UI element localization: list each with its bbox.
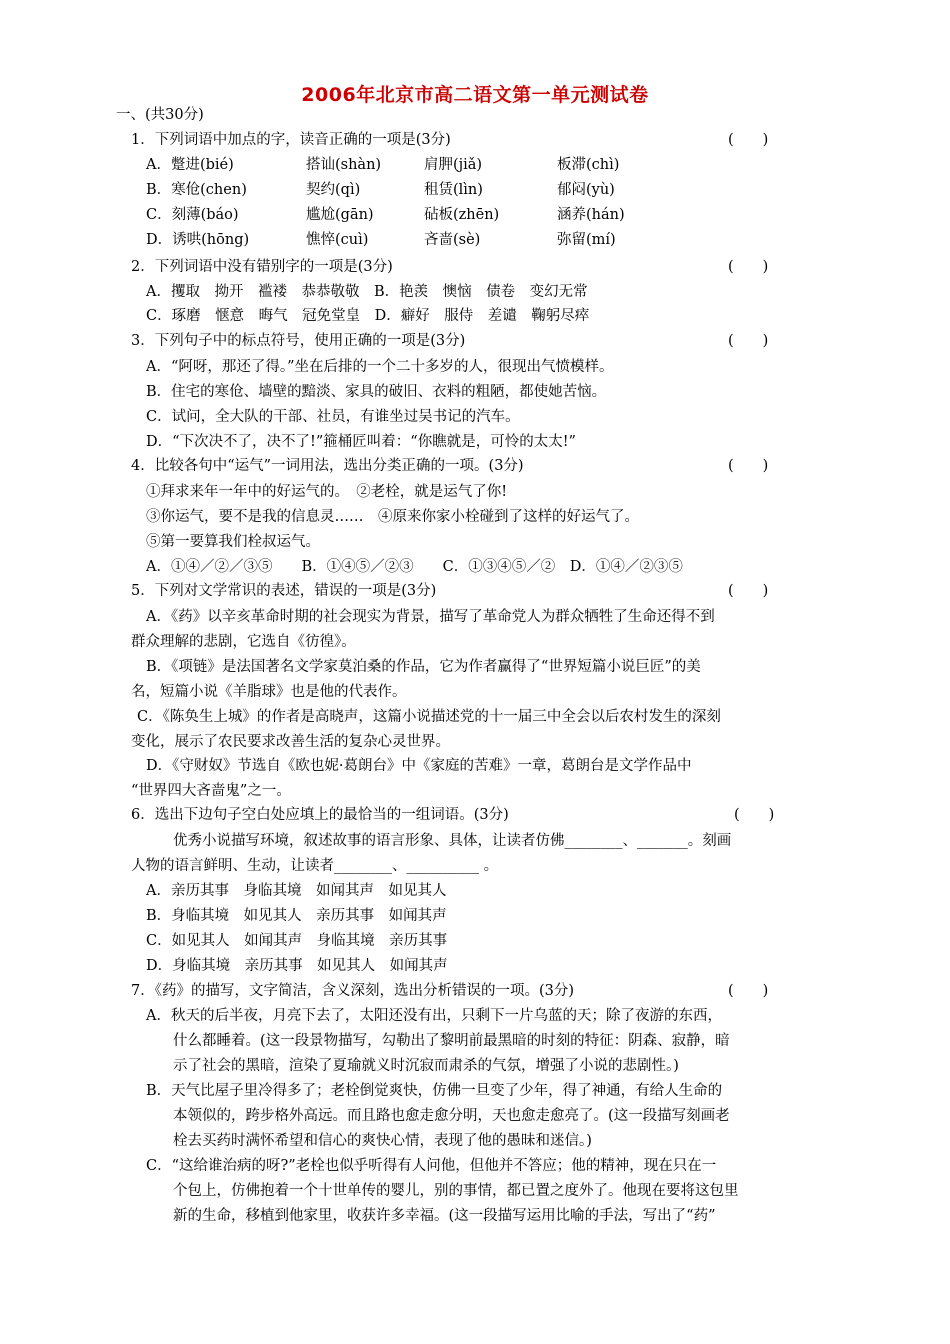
q5-text-line: D．《守财奴》节选自《欧也妮·葛朗台》中《家庭的苦难》一章，葛朗台是文学作品中 bbox=[146, 758, 692, 774]
q1-option-cell: 弥留(mí) bbox=[557, 232, 616, 248]
q1-option-cell: 砧板(zhēn) bbox=[424, 207, 500, 223]
q3-option-line: A．“阿呀，那还了得。”坐在后排的一个二十多岁的人，很现出气愤模样。 bbox=[146, 359, 614, 375]
q2-option-line: A．攫取 拗开 褴褛 恭恭敬敬 B．艳羡 懊恼 债卷 变幻无常 bbox=[146, 284, 588, 300]
q1-option-cell: 尴尬(gān) bbox=[306, 207, 374, 223]
q7-text-line: C．“这给谁治病的呀?”老栓也似乎听得有人问他，但他并不答应；他的精神，现在只在一 bbox=[146, 1158, 717, 1174]
q1-option-cell: 板滞(chì) bbox=[557, 157, 620, 173]
q7-text-line: B．天气比屋子里冷得多了；老栓倒觉爽快，仿佛一旦变了少年，得了神通，有给人生命的 bbox=[146, 1083, 723, 1099]
question-3-stem: 3．下列句子中的标点符号，使用正确的一项是(3分) bbox=[131, 333, 466, 349]
q6-option-line: A．亲历其事 身临其境 如闻其声 如见其人 bbox=[146, 883, 447, 899]
q5-text-line: 名，短篇小说《羊脂球》也是他的代表作。 bbox=[131, 684, 407, 700]
question-2-stem: 2．下列词语中没有错别字的一项是(3分) bbox=[131, 259, 393, 275]
question-6-stem: 6．选出下边句子空白处应填上的最恰当的一组词语。(3分) bbox=[131, 807, 509, 823]
q7-text-line: 新的生命，移植到他家里，收获许多幸福。(这一段描写运用比喻的手法，写出了“药” bbox=[173, 1208, 716, 1224]
q1-option-cell: 憔悴(cuì) bbox=[306, 232, 369, 248]
q5-text-line: A．《药》以辛亥革命时期的社会现实为背景，描写了革命党人为群众牺牲了生命还得不到 bbox=[146, 609, 715, 625]
q3-option-line: D．“下次决不了，决不了!”箍桶匠叫着：“你瞧就是，可怜的太太!” bbox=[146, 434, 576, 450]
answer-blank: ( ) bbox=[728, 583, 769, 599]
question-1-stem: 1．下列词语中加点的字，读音正确的一项是(3分) bbox=[131, 132, 451, 148]
q1-option-cell: 搭讪(shàn) bbox=[306, 157, 382, 173]
q1-option-cell: 涵养(hán) bbox=[557, 207, 625, 223]
answer-blank: ( ) bbox=[728, 333, 769, 349]
q1-option-cell: C．刻薄(báo) bbox=[146, 207, 239, 223]
q7-text-line: 本领似的，跨步格外高远。而且路也愈走愈分明，天也愈走愈亮了。(这一段描写刻画老 bbox=[173, 1108, 730, 1124]
page-title: 2006年北京市高二语文第一单元测试卷 bbox=[301, 84, 649, 106]
q4-option-line: A．①④／②／③⑤ B．①④⑤／②③ C．①③④⑤／② D．①④／②③⑤ bbox=[146, 559, 683, 575]
question-7-stem: 7．《药》的描写，文字简洁，含义深刻，选出分析错误的一项。(3分) bbox=[131, 983, 575, 999]
answer-blank: ( ) bbox=[728, 983, 769, 999]
answer-blank: ( ) bbox=[728, 132, 769, 148]
q5-text-line: B．《项链》是法国著名文学家莫泊桑的作品，它为作者赢得了“世界短篇小说巨匠”的美 bbox=[146, 659, 701, 675]
q1-option-cell: 契约(qì) bbox=[306, 182, 361, 198]
q7-text-line: 个包上，仿佛抱着一个十世单传的婴儿，别的事情，都已置之度外了。他现在要将这包里 bbox=[173, 1183, 739, 1199]
q4-sentence-line: ③你运气，要不是我的信息灵…… ④原来你家小栓碰到了这样的好运气了。 bbox=[146, 509, 639, 525]
q1-option-cell: 吝啬(sè) bbox=[424, 232, 481, 248]
q6-option-line: D．身临其境 亲历其事 如见其人 如闻其声 bbox=[146, 958, 448, 974]
answer-blank: ( ) bbox=[728, 259, 769, 275]
q7-text-line: 示了社会的黑暗，渲染了夏瑜就义时沉寂而肃杀的气氛，增强了小说的悲剧性。) bbox=[173, 1058, 679, 1074]
q6-text-line: 优秀小说描写环境，叙述故事的语言形象、具体，让读者仿佛________、_______。刻画 bbox=[173, 833, 732, 849]
q3-option-line: B．住宅的寒伧、墙壁的黯淡、家具的破旧、衣料的粗陋，都使她苦恼。 bbox=[146, 384, 607, 400]
q5-text-line: 变化，展示了农民要求改善生活的复杂心灵世界。 bbox=[131, 734, 450, 750]
q7-text-line: 栓去买药时满怀希望和信心的爽快心情，表现了他的愚昧和迷信。) bbox=[173, 1133, 592, 1149]
q6-option-line: B．身临其境 如见其人 亲历其事 如闻其声 bbox=[146, 908, 447, 924]
q5-text-line: C．《陈奂生上城》的作者是高晓声，这篇小说描述党的十一届三中全会以后农村发生的深刻 bbox=[137, 709, 721, 725]
q1-option-cell: 肩胛(jiǎ) bbox=[424, 157, 483, 173]
q6-option-line: C．如见其人 如闻其声 身临其境 亲历其事 bbox=[146, 933, 448, 949]
answer-blank: ( ) bbox=[734, 807, 775, 823]
q2-option-line: C．琢磨 惬意 晦气 冠免堂皇 D．癖好 服侍 差谴 鞠躬尽瘁 bbox=[146, 308, 590, 324]
q3-option-line: C．试问，全大队的干部、社员，有谁坐过吴书记的汽车。 bbox=[146, 409, 520, 425]
q7-text-line: 什么都睡着。(这一段景物描写，勾勒出了黎明前最黑暗的时刻的特征：阴森、寂静，暗 bbox=[173, 1033, 730, 1049]
question-4-stem: 4．比较各句中“运气”一词用法，选出分类正确的一项。(3分) bbox=[131, 458, 524, 474]
q5-text-line: 群众理解的悲剧，它选自《彷徨》。 bbox=[131, 634, 356, 650]
q1-option-cell: 租赁(lìn) bbox=[424, 182, 483, 198]
q1-option-cell: D．诱哄(hōng) bbox=[146, 232, 250, 248]
q6-text-line: 人物的语言鲜明、生动，让读者________、__________ 。 bbox=[131, 858, 499, 874]
q1-option-cell: 郁闷(yù) bbox=[557, 182, 615, 198]
section-header: 一、(共30分) bbox=[116, 107, 204, 123]
q7-text-line: A．秋天的后半夜，月亮下去了，太阳还没有出，只剩下一片乌蓝的天；除了夜游的东西， bbox=[146, 1008, 722, 1024]
q4-sentence-line: ⑤第一要算我们栓叔运气。 bbox=[146, 534, 320, 550]
q5-text-line: “世界四大吝啬鬼”之一。 bbox=[131, 783, 291, 799]
q1-option-cell: B．寒伧(chen) bbox=[146, 182, 247, 198]
question-5-stem: 5．下列对文学常识的表述，错误的一项是(3分) bbox=[131, 583, 437, 599]
q4-sentence-line: ①拜求来年一年中的好运气的。 ②老栓，就是运气了你! bbox=[146, 484, 508, 500]
answer-blank: ( ) bbox=[728, 458, 769, 474]
q1-option-cell: A．蹩进(bié) bbox=[146, 157, 234, 173]
